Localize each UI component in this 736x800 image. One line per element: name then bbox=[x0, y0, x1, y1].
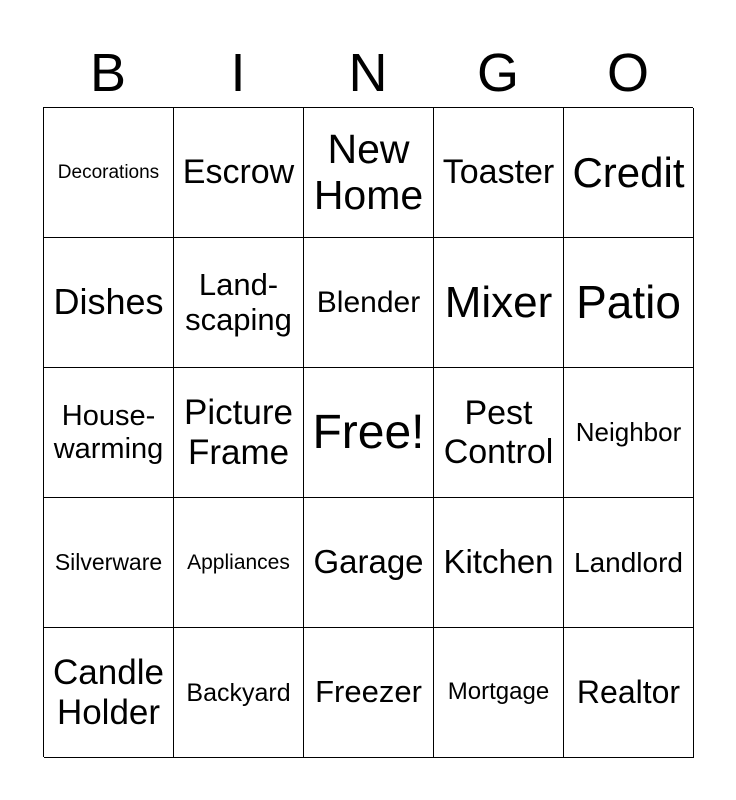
header-letter-i: I bbox=[230, 43, 246, 103]
bingo-cell[interactable] bbox=[174, 238, 304, 368]
bingo-cell[interactable] bbox=[564, 498, 694, 628]
bingo-cell[interactable] bbox=[434, 238, 564, 368]
bingo-cell[interactable] bbox=[174, 628, 304, 758]
bingo-cell[interactable] bbox=[174, 368, 304, 498]
bingo-board bbox=[43, 107, 693, 757]
cell-label: Blender bbox=[316, 285, 421, 319]
cell-label: Land- scaping bbox=[185, 266, 292, 337]
cell-label: Appliances bbox=[187, 550, 290, 574]
header-letter-o: O bbox=[606, 43, 649, 103]
bingo-cell[interactable] bbox=[564, 238, 694, 368]
cell-label: Picture Frame bbox=[184, 393, 293, 472]
bingo-cell[interactable] bbox=[434, 628, 564, 758]
bingo-cell[interactable] bbox=[44, 368, 174, 498]
cell-label: Mortgage bbox=[447, 678, 550, 706]
cell-label: Neighbor bbox=[575, 416, 682, 447]
cell-label: Dishes bbox=[53, 281, 164, 323]
cell-label: Mixer bbox=[444, 277, 553, 327]
bingo-header bbox=[43, 40, 693, 106]
cell-label: Free! bbox=[312, 405, 425, 459]
bingo-cell[interactable] bbox=[304, 238, 434, 368]
bingo-cell[interactable] bbox=[564, 108, 694, 238]
cell-label: Silverware bbox=[54, 548, 163, 575]
cell-label: House- warming bbox=[53, 400, 164, 465]
header-letter-n: N bbox=[348, 43, 388, 103]
cell-label: Toaster bbox=[442, 153, 555, 192]
cell-label: Garage bbox=[313, 543, 424, 581]
bingo-cell[interactable] bbox=[434, 108, 564, 238]
cell-label: Freezer bbox=[315, 674, 422, 710]
bingo-cell[interactable] bbox=[564, 628, 694, 758]
bingo-cell[interactable] bbox=[564, 368, 694, 498]
cell-label: Candle Holder bbox=[53, 653, 164, 732]
bingo-cell[interactable] bbox=[434, 368, 564, 498]
cell-label: Decorations bbox=[57, 161, 160, 183]
bingo-cell[interactable] bbox=[44, 498, 174, 628]
free-space-cell[interactable] bbox=[304, 368, 434, 498]
bingo-cell[interactable] bbox=[174, 498, 304, 628]
bingo-cell[interactable] bbox=[304, 628, 434, 758]
bingo-cell[interactable] bbox=[434, 498, 564, 628]
bingo-cell[interactable] bbox=[44, 628, 174, 758]
bingo-cell[interactable] bbox=[174, 108, 304, 238]
header-letter-g: G bbox=[476, 43, 519, 103]
cell-label: Pest Control bbox=[443, 394, 554, 471]
bingo-cell[interactable] bbox=[44, 108, 174, 238]
bingo-cell[interactable] bbox=[304, 108, 434, 238]
cell-label: Backyard bbox=[186, 678, 291, 707]
cell-label: Realtor bbox=[576, 673, 681, 710]
cell-label: Credit bbox=[572, 148, 685, 196]
bingo-cell[interactable] bbox=[304, 498, 434, 628]
header-letter-b: B bbox=[89, 43, 127, 103]
cell-label: New Home bbox=[313, 125, 424, 218]
cell-label: Escrow bbox=[182, 153, 295, 192]
cell-label: Kitchen bbox=[443, 543, 554, 581]
cell-label: Patio bbox=[576, 275, 681, 328]
bingo-cell[interactable] bbox=[44, 238, 174, 368]
cell-label: Landlord bbox=[574, 546, 683, 578]
